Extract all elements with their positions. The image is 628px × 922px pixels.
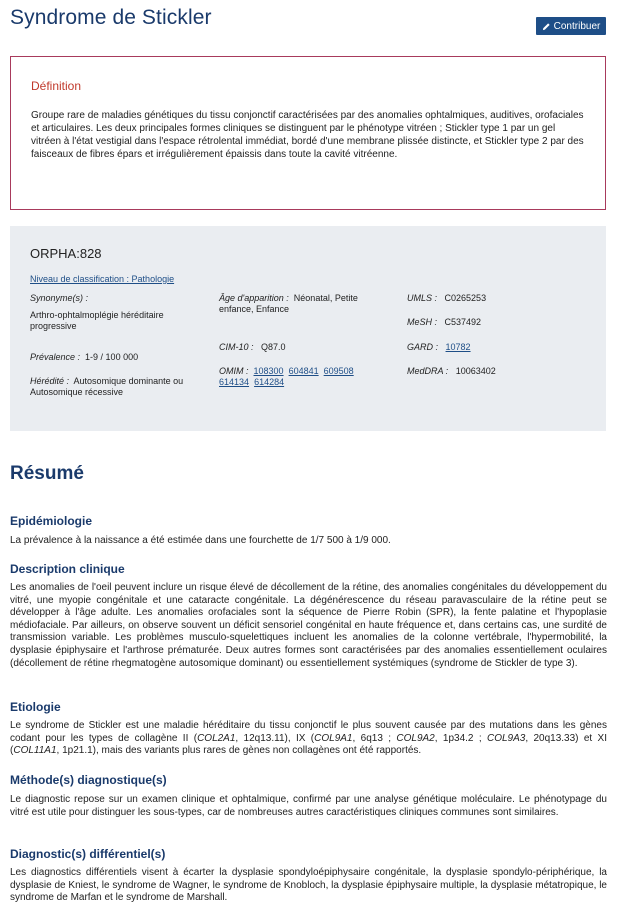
diagnostic-methods-heading: Méthode(s) diagnostique(s) <box>10 773 167 787</box>
omim-label: OMIM : <box>219 366 249 376</box>
onset-value: Néonatal, Petite enfance, Enfance <box>219 293 358 314</box>
gene-name: COL11A1 <box>13 745 57 757</box>
cim10-row <box>219 342 286 353</box>
page-title: Syndrome de Stickler <box>10 6 212 29</box>
omim-link[interactable]: 614134 <box>219 377 250 387</box>
epidemiology-text: La prévalence à la naissance a été estimée dans une fourchette de 1/7 500 à 1/9 000. <box>10 535 391 546</box>
gene-name: COL9A2 <box>396 732 435 744</box>
synonyms-label: Synonyme(s) : <box>30 293 89 303</box>
gene-name: COL9A1 <box>314 732 353 744</box>
etiology-heading: Etiologie <box>10 700 61 714</box>
prevalence-value: 1-9 / 100 000 <box>85 352 139 362</box>
meddra-row <box>407 366 496 377</box>
synonyms-value: Arthro-ophtalmoplégie héréditaire progressive <box>30 310 164 331</box>
mesh-label: MeSH : <box>407 317 438 327</box>
onset-label: Âge d'apparition : <box>219 293 289 303</box>
umls-value: C0265253 <box>444 293 487 303</box>
differential-diagnosis-heading: Diagnostic(s) différentiel(s) <box>10 847 166 861</box>
gene-name: COL2A1 <box>197 732 236 744</box>
umls-label: UMLS : <box>407 293 438 303</box>
omim-link[interactable]: 609508 <box>323 366 354 376</box>
heredity-row <box>30 376 200 398</box>
diagnostic-methods-text: Le diagnostic repose sur un examen clinique et ophtalmique, confirmé par une analyse génétique moléculaire. Le phénotypage du vitré est utile pour distinguer les sous-types, car de nombreuses autres caractéristiques cliniques communes sont similaires. <box>10 794 607 818</box>
mesh-row <box>407 317 481 328</box>
clinical-description-text: Les anomalies de l'oeil peuvent inclure un risque élevé de décollement de la rétine, des anomalies congénitales du développement du vitré, une myopie congénitale et une cataracte congénitale. La dégénérescence du réseau paravasculaire de la rétine peut se développer à l'âge adulte. Les anomalies orofaciales sont la séquence de Pierre Robin (SPR), la fente palatine et l'hypoplasie médiofaciale. Par ailleurs, on observe souvent un déficit sensoriel congénital en haute fréquence et, dans certains cas, une surdité de transmission variable. Les problèmes musculo-squelettiques incluent les anomalies de la colonne vertébrale, l'hypermobilité, la dysplasie épiphysaire et l'arthrose prématurée. Deux autres formes sont caractérisées par des anomalies essentiellement oculaires (décollement de rétine rhegmatogène autosomique dominant) ou essentiellement systémiques (syndrome de Stickler de type 3). <box>10 582 607 669</box>
heredity-value: Autosomique dominante ou Autosomique récessive <box>30 376 184 397</box>
contribute-button[interactable] <box>536 17 606 35</box>
clinical-description-heading: Description clinique <box>10 562 125 576</box>
umls-row <box>407 293 486 304</box>
onset-row <box>219 293 369 315</box>
prevalence-label: Prévalence : <box>30 352 81 362</box>
mesh-value: C537492 <box>444 317 482 327</box>
prevalence-row <box>30 352 138 363</box>
omim-link[interactable]: 604841 <box>288 366 319 376</box>
classification-level-link[interactable]: Niveau de classification : Pathologie <box>30 274 175 284</box>
gard-label: GARD : <box>407 342 439 352</box>
omim-link[interactable]: 614284 <box>254 377 285 387</box>
cim10-label: CIM-10 : <box>219 342 254 352</box>
definition-title: Définition <box>31 79 82 93</box>
cim10-value: Q87.0 <box>261 342 286 352</box>
omim-row <box>219 366 379 388</box>
contribute-label: Contribuer <box>553 20 601 32</box>
definition-box <box>10 56 606 210</box>
heredity-label: Hérédité : <box>30 376 70 386</box>
omim-link[interactable]: 108300 <box>253 366 284 376</box>
etiology-text: Le syndrome de Stickler est une maladie héréditaire du tissu conjonctif le plus souvent causée par des mutations dans les gènes codant pour les types de collagène II (COL2A1, 12q13.11), IX (COL9A1, 6q13 ; COL9A2, 1p34.2 ; COL9A3, 20q13.33) et XI (COL11A1, 1p21.1), mais des variants plus rares de gènes non collagènes ont été rapportés. <box>10 720 608 757</box>
disease-info-panel <box>10 226 606 431</box>
gard-link[interactable]: 10782 <box>445 342 471 352</box>
summary-title: Résumé <box>10 463 84 484</box>
epidemiology-heading: Epidémiologie <box>10 514 93 528</box>
meddra-value: 10063402 <box>455 366 496 376</box>
gene-name: COL9A3 <box>486 732 526 744</box>
definition-text: Groupe rare de maladies génétiques du tissu conjonctif caractérisées par des anomalies ophtalmiques, auditives, orofaciales et articulaires. Les deux principales formes cliniques se distinguent par le phénotype vitréen ; Stickler type 1 par un gel vitréen à l'état vestigial dans l'espace rétrolental immédiat, bordé d'une membrane plissée distincte, et Stickler type 2 par des faisceaux de fibres épars et irrégulièrement épaissis dans toute la cavité vitréenne. <box>31 110 584 160</box>
differential-diagnosis-text: Les diagnostics différentiels visent à écarter la dysplasie spondyloépiphysaire congénitale, la dysplasie spondylo-périphérique, la dysplasie de Kniest, le syndrome de Wagner, le syndrome de Knobloch, la dysplasie épiphysaire multiple, la dysplasie métatropique, le syndrome de Marfan et le syndrome de Marshall. <box>10 867 607 904</box>
gard-row <box>407 342 471 353</box>
pencil-icon <box>542 22 551 31</box>
orpha-code: ORPHA:828 <box>30 246 102 261</box>
meddra-label: MedDRA : <box>407 366 449 376</box>
